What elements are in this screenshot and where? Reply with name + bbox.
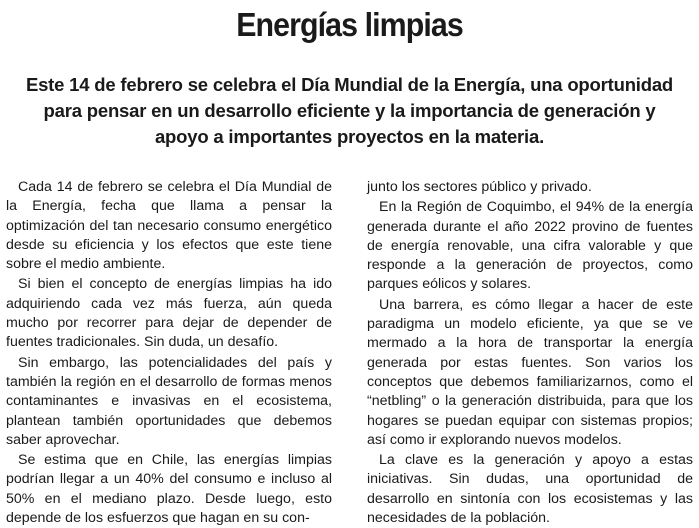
paragraph: Una barrera, es cómo llegar a hacer de este paradigma un modelo eficiente, ya que se ve mermado a la hora de transportar la energía generada por estas fuentes. Son varios los conceptos que debemos familiarizarnos, como el “netbling” o la generación distribuida, para que los hogares se puedan equipar con sistemas propios; así como ir explorando nuevos modelos.	[367, 296, 693, 448]
article-title: Energías limpias	[236, 6, 463, 43]
left-column	[6, 178, 332, 527]
paragraph: La clave es la generación y apoyo a estas iniciativas. Sin dudas, una oportunidad de desarrollo en sintonía con los ecosistemas y las necesidades de la población.	[367, 452, 693, 527]
paragraph: Cada 14 de febrero se celebra el Día Mundial de la Energía, fecha que llama a pensar la optimización del tan necesario consumo energético desde su eficiencia y los efectos que este tiene sobre el medio ambiente.	[6, 179, 332, 273]
article-subtitle: Este 14 de febrero se celebra el Día Mundial de la Energía, una oportunidad para pensar en un desarrollo eficiente y la importancia de generación y apoyo a importantes proyectos en la materia.	[25, 74, 674, 147]
paragraph: Sin embargo, las potencialidades del país y también la región en el desarrollo de formas menos contaminantes e invasivas en el ecosistema, plantean también oportunidades que debemos saber aprovechar.	[6, 354, 332, 448]
paragraph: Si bien el concepto de energías limpias ha ido adquiriendo cada vez más fuerza, aún queda mucho por recorrer para dejar de depender de fuentes tradicionales. Sin duda, un desafío.	[6, 276, 332, 351]
paragraph: Se estima que en Chile, las energías limpias podrían llegar a un 40% del consumo e incluso al 50% en el mediano plazo. Desde luego, esto depende de los esfuerzos que hagan en su con-	[6, 452, 332, 527]
paragraph: En la Región de Coquimbo, el 94% de la energía generada durante el año 2022 provino de fuentes de energía renovable, una cifra valorable y que responde a la generación de proyectos, como parques eólicos y solares.	[367, 199, 693, 293]
article-body	[6, 178, 693, 527]
paragraph-continuation: junto los sectores público y privado.	[367, 179, 592, 195]
right-column	[367, 178, 693, 527]
